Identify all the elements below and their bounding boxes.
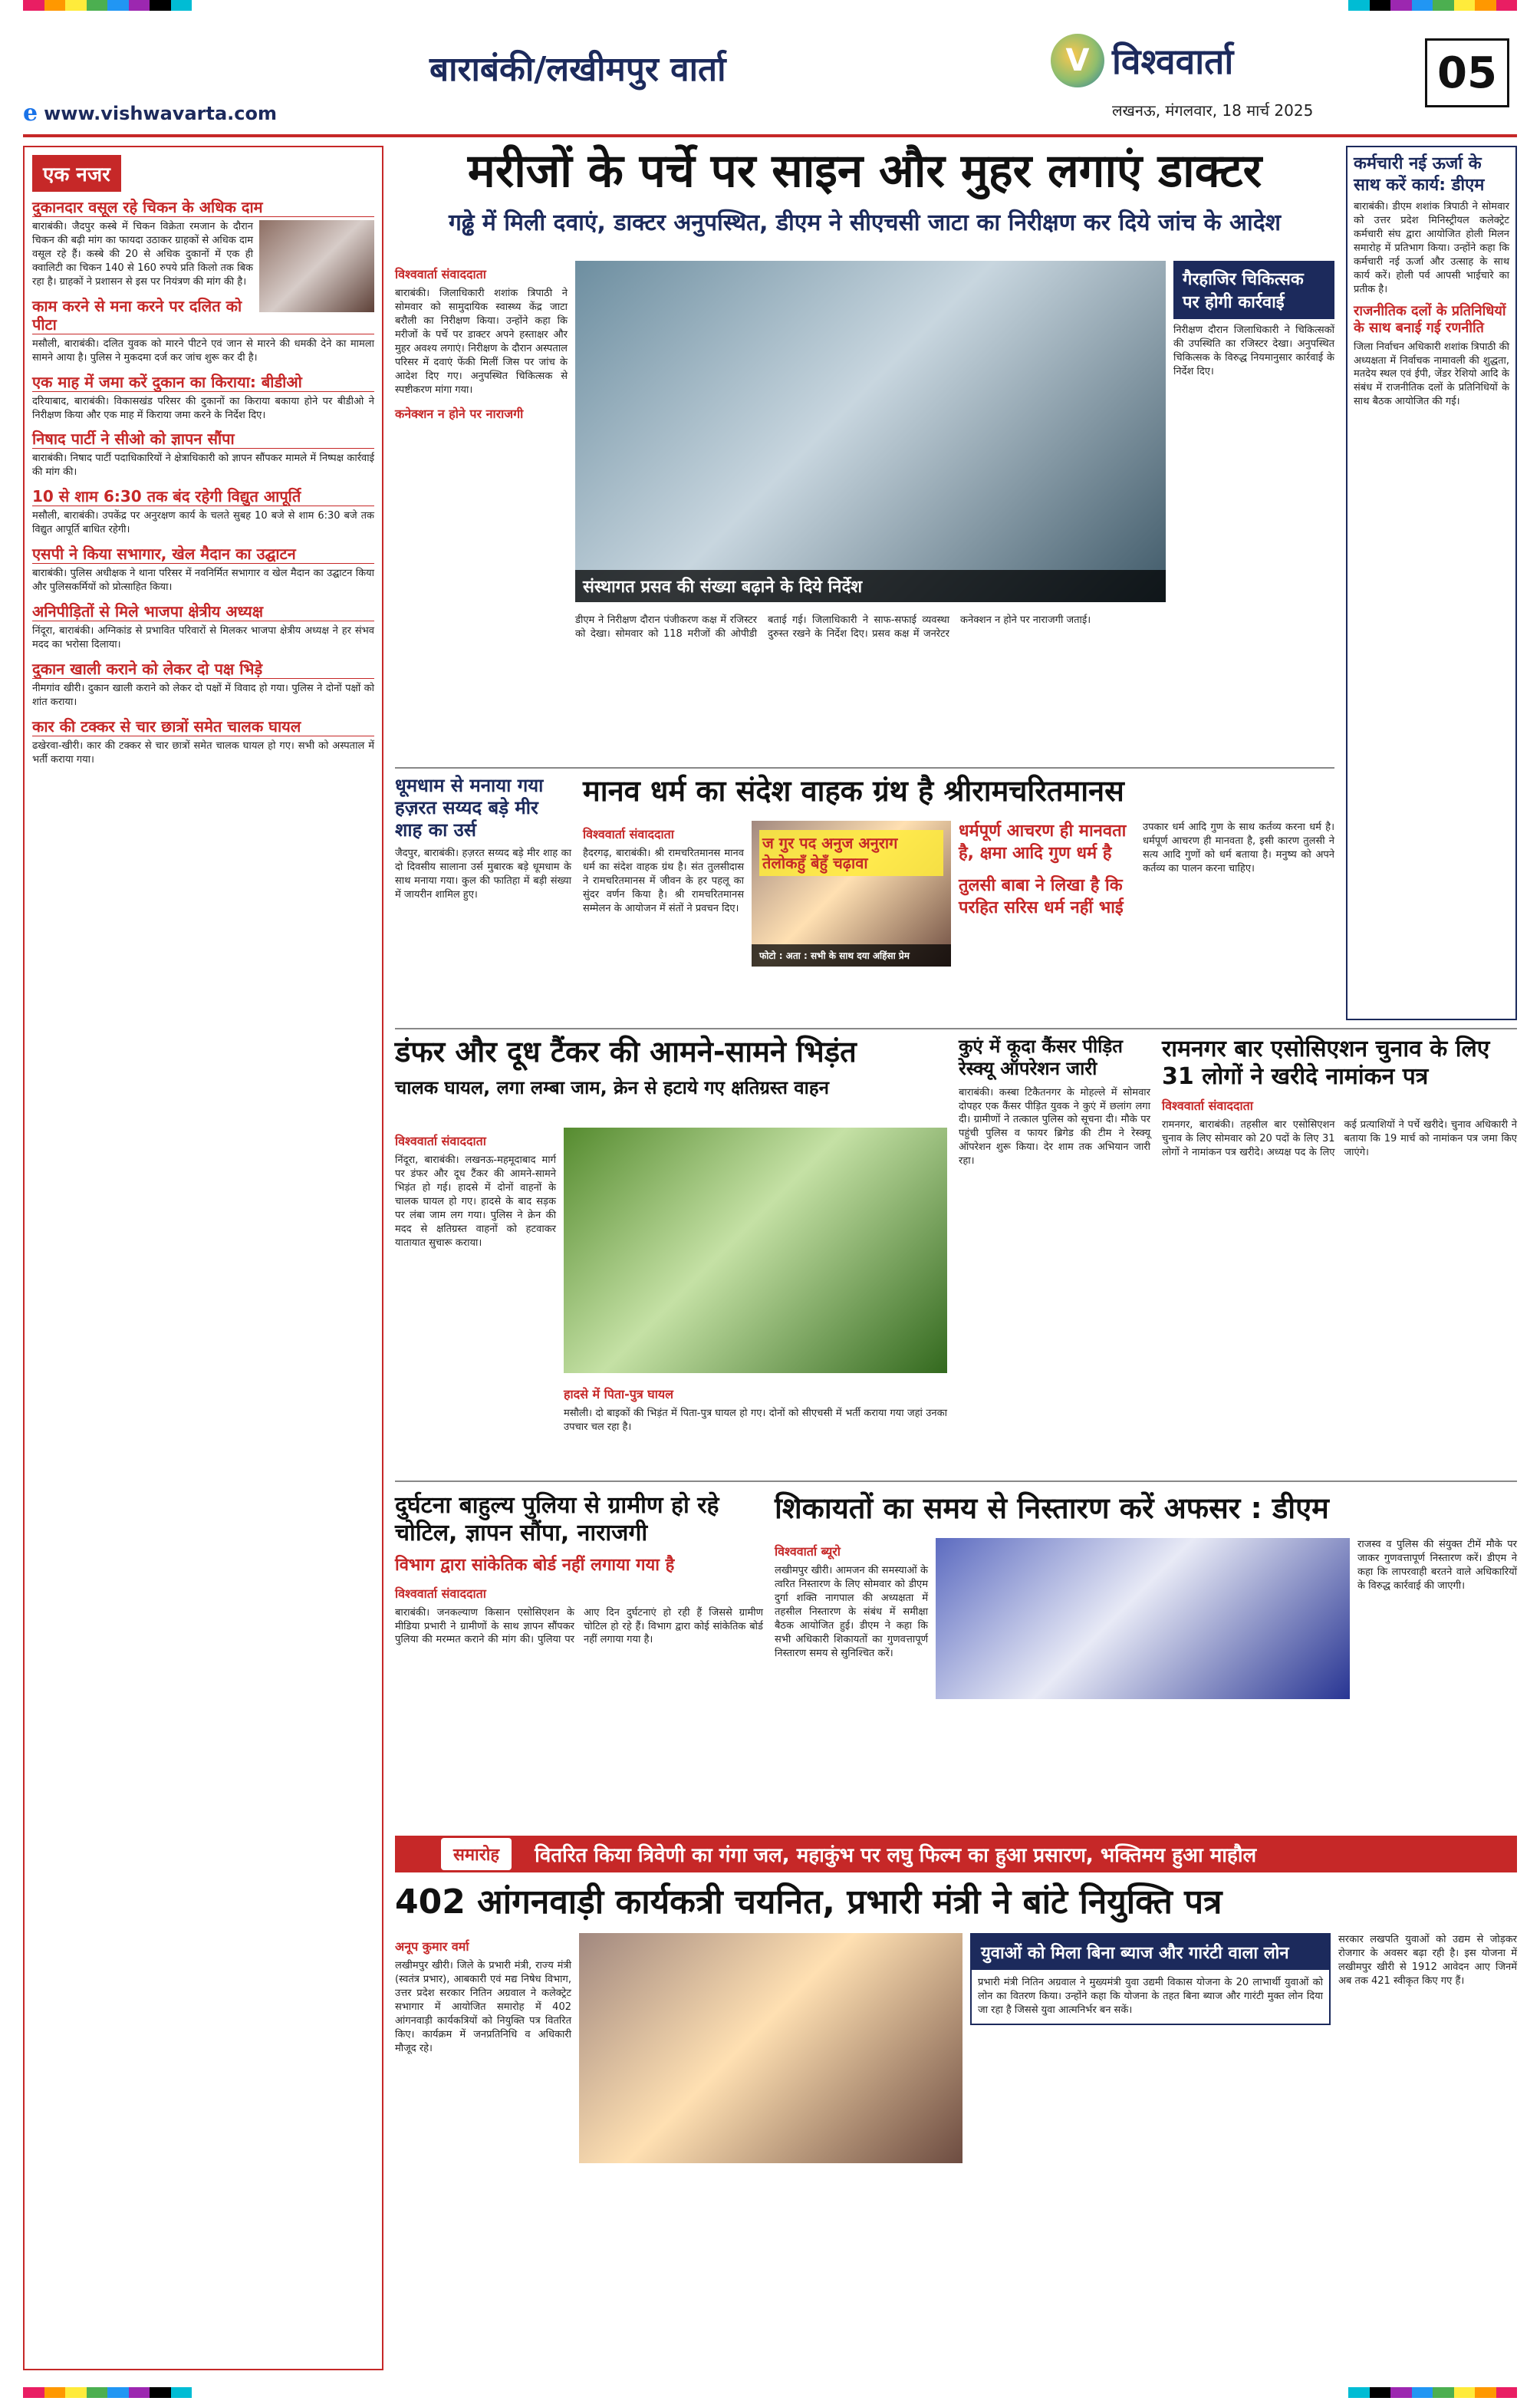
masthead-rule xyxy=(23,134,1517,137)
brief-headline: दुकान खाली कराने को लेकर दो पक्ष भिड़े xyxy=(32,660,374,679)
brief-item xyxy=(32,373,374,423)
ramcharit-headline: मानव धर्म का संदेश वाहक ग्रंथ है श्रीरामचरितमानस xyxy=(583,774,1124,808)
ramcharit-col1 xyxy=(583,821,744,916)
pulia-byline: विश्ववार्ता संवाददाता xyxy=(395,1586,486,1601)
site-url[interactable] xyxy=(23,100,277,127)
anganwadi-photo xyxy=(579,1933,962,2163)
urs-story xyxy=(395,775,571,902)
ramcharit-pulls xyxy=(959,821,1135,919)
lead-subhead-2: कनेक्शन न होने पर नाराजगी xyxy=(395,406,524,421)
right-body: बाराबंकी। डीएम शशांक त्रिपाठी ने सोमवार को उत्तर प्रदेश मिनिस्ट्रीयल कलेक्ट्रेट कर्मचारी संघ द्वारा आयोजित होली मिलन समारोह में प्रतिभाग किया। उन्होंने कहा कि कर्मचारी नई ऊर्जा और उत्साह के साथ कार्य करें। होली पर्व आपसी भाईचारे का प्रतीक है। xyxy=(1354,201,1509,295)
shikayat-story xyxy=(775,1492,1517,1526)
lead-byline: विश्ववार्ता संवाददाता xyxy=(395,267,486,282)
anganwadi-headline: 402 आंगनवाड़ी कार्यकत्री चयनित, प्रभारी मंत्री ने बांटे नियुक्ति पत्र xyxy=(395,1882,1222,1922)
brief-body: दरियाबाद, बाराबंकी। विकासखंड परिसर की दुकानों का किराया बकाया होने पर बीडीओ ने निरीक्षण किया और एक माह में किराया जमा करने के निर्देश दिए। xyxy=(32,395,374,421)
ramcharit-photo xyxy=(752,821,951,967)
pull-quote-2: तुलसी बाबा ने लिखा है कि परहित सरिस धर्म नहीं भाई xyxy=(959,876,1124,917)
bar-story xyxy=(1162,1036,1517,1160)
shikayat-col3 xyxy=(1357,1538,1517,1593)
shikayat-col1 xyxy=(775,1538,928,1661)
brief-headline: निषाद पार्टी ने सीओ को ज्ञापन सौंपा xyxy=(32,430,374,449)
brief-body: नीमगांव खीरी। दुकान खाली कराने को लेकर दो पक्षों में विवाद हो गया। पुलिस ने दोनों पक्षों को शांत कराया। xyxy=(32,682,374,708)
tanker-body: निंदूरा, बाराबंकी। लखनऊ-महमूदाबाद मार्ग पर डंफर और दूध टैंकर की आमने-सामने भिड़ंत हो गई। हादसे में दोनों वाहनों के चालक घायल हो गए। हादसे के बाद सड़क पर लंबा जाम लग गया। पुलिस ने क्रेन की मदद से क्षतिग्रस्त वाहनों को हटवाकर यातायात सुचारू कराया। xyxy=(395,1154,556,1249)
tanker-story xyxy=(395,1036,947,1098)
browser-icon: e xyxy=(23,100,38,127)
ramcharit-byline: विश्ववार्ता संवाददाता xyxy=(583,827,674,842)
divider xyxy=(395,1480,1517,1482)
tanker-subhead: चालक घायल, लगा लम्बा जाम, क्रेन से हटाये गए क्षतिग्रस्त वाहन xyxy=(395,1076,829,1098)
pulia-pull: विभाग द्वारा सांकेतिक बोर्ड नहीं लगाया गया है xyxy=(395,1556,675,1575)
loan-box xyxy=(970,1933,1331,2025)
brief-headline: दुकानदार वसूल रहे चिकन के अधिक दाम xyxy=(32,198,374,217)
shikayat-photo xyxy=(936,1538,1350,1699)
kuan-headline: कुएं में कूदा कैंसर पीड़ित रेस्क्यू ऑपरेशन जारी xyxy=(959,1036,1123,1079)
right-headline-2: राजनीतिक दलों के प्रतिनिधियों के साथ बनाई गई रणनीति xyxy=(1354,302,1506,337)
tanker-col2 xyxy=(564,1381,947,1434)
lead-body: बाराबंकी। जिलाधिकारी शशांक त्रिपाठी ने सोमवार को सामुदायिक स्वास्थ्य केंद्र जाटा बरौली का निरीक्षण किया। उन्होंने कहा कि मरीजों के पर्चे पर डाक्टर अपने हस्ताक्षर और मुहर अवश्य लगाएं। निरीक्षण के दौरान अस्पताल परिसर में दवाएं फेंकी मिलीं जिस पर जांच के आदेश दिए गए। अनुपस्थित चिकित्सक से स्पष्टीकरण मांगा गया। xyxy=(395,288,568,396)
lead-headline: मरीजों के पर्चे पर साइन और मुहर लगाएं डाक्टर xyxy=(467,144,1262,198)
lead-story xyxy=(395,146,1334,237)
pulia-headline: दुर्घटना बाहुल्य पुलिया से ग्रामीण हो रहे चोटिल, ज्ञापन सौंपा, नाराजगी xyxy=(395,1492,719,1546)
logo-icon: V xyxy=(1051,34,1104,87)
lead-side-body: निरीक्षण दौरान जिलाधिकारी ने चिकित्सकों की उपस्थिति का रजिस्टर देखा। अनुपस्थित चिकित्सक के विरुद्ध नियमानुसार कार्रवाई के निर्देश दिए। xyxy=(1173,324,1334,377)
shikayat-body-2: राजस्व व पुलिस की संयुक्त टीमें मौके पर जाकर गुणवत्तापूर्ण निस्तारण करें। डीएम ने कहा कि लापरवाही बरतने वाले अधिकारियों के विरुद्ध कार्रवाई की जाएगी। xyxy=(1357,1539,1517,1592)
brief-headline: काम करने से मना करने पर दलित को पीटा xyxy=(32,297,374,334)
anganwadi-col4 xyxy=(1338,1933,1517,1988)
page-number: 05 xyxy=(1425,38,1509,107)
brief-body: बाराबंकी। निषाद पार्टी पदाधिकारियों ने क्षेत्राधिकारी को ज्ञापन सौंपकर मामले में निष्पक्ष कार्रवाई की मांग की। xyxy=(32,453,374,479)
anganwadi-story xyxy=(395,1883,1517,1922)
color-strip-top-left xyxy=(23,0,192,11)
kuan-story xyxy=(959,1036,1150,1168)
site-url-text: www.vishwavarta.com xyxy=(44,102,277,124)
bar-headline: रामनगर बार एसोसिएशन चुनाव के लिए 31 लोगों ने खरीदे नामांकन पत्र xyxy=(1162,1036,1490,1090)
brief-photo xyxy=(259,220,374,312)
lead-text-bottom xyxy=(575,614,1334,641)
masthead xyxy=(0,15,1540,134)
column-label: एक नजर xyxy=(32,155,121,192)
anganwadi-byline: अनूप कुमार वर्मा xyxy=(395,1939,469,1954)
brief-headline: एक माह में जमा करें दुकान का किराया: बीडीओ xyxy=(32,373,374,392)
brief-headline: अनिपीड़ितों से मिले भाजपा क्षेत्रीय अध्यक्ष xyxy=(32,602,374,621)
loan-box-body: प्रभारी मंत्री नितिन अग्रवाल ने मुख्यमंत्री युवा उद्यमी विकास योजना के 20 लाभार्थी युवाओं को लोन का वितरण किया। उन्होंने कहा कि योजना के तहत बिना ब्याज और गारंटी मुक्त लोन दिया जा रहा है जिससे युवा आत्मनिर्भर बन सकें। xyxy=(978,1977,1323,2016)
urs-body: जैदपुर, बाराबंकी। हज़रत सय्यद बड़े मीर शाह का दो दिवसीय सालाना उर्स मुबारक बड़े धूमधाम के साथ मनाया गया। कुल की फातिहा में बड़ी संख्या में जायरीन शामिल हुए। xyxy=(395,848,571,901)
right-headline: कर्मचारी नई ऊर्जा के साथ करें कार्य: डीएम xyxy=(1354,154,1485,195)
lead-body-2: डीएम ने निरीक्षण दौरान पंजीकरण कक्ष में रजिस्टर को देखा। सोमवार को 118 मरीजों की ओपीडी बताई गई। जिलाधिकारी ने साफ-सफाई व्यवस्था दुरुस्त रखने के निर्देश दिए। प्रसव कक्ष में जनरेटर कनेक्शन न होने पर नाराजगी जताई। xyxy=(575,614,1091,640)
section-title: बाराबंकी/लखीमपुर वार्ता xyxy=(429,50,726,89)
brief-headline: 10 से शाम 6:30 तक बंद रहेगी विद्युत आपूर्ति xyxy=(32,487,374,506)
ramcharit-body-2: उपकार धर्म आदि गुण के साथ कर्तव्य करना धर्म है। धर्मपूर्ण आचरण ही मानवता है, इसी कारण तुलसी ने सत्य आदि गुणों को धर्म बताया है। मनुष्य को अपने कर्तव्य का पालन करना चाहिए। xyxy=(1143,822,1334,874)
shikayat-headline: शिकायतों का समय से निस्तारण करें अफसर : डीएम xyxy=(775,1491,1329,1525)
brief-item xyxy=(32,717,374,767)
lead-side-head: गैरहाजिर चिकित्सक पर होगी कार्रवाई xyxy=(1173,261,1334,319)
divider xyxy=(395,1028,1517,1029)
brief-body: बाराबंकी। जैदपुर कस्बे में चिकन विक्रेता रमजान के दौरान चिकन की बढ़ी मांग का फायदा उठाकर ग्राहकों से अधिक दाम वसूल रहे हैं। कस्बे की 20 से अधिक दुकानों में एक ही क्वालिटी का चिकन 140 से 160 रुपये प्रति किलो तक बिक रहा है। ग्राहकों ने प्रशासन से इस पर नियंत्रण की मांग की है। xyxy=(32,221,253,288)
brief-body: ढखेरवा-खीरी। कार की टक्कर से चार छात्रों समेत चालक घायल हो गए। सभी को अस्पताल में भर्ती कराया गया। xyxy=(32,739,374,766)
brief-item xyxy=(32,602,374,652)
lead-subhead: गढ्ढे में मिली दवाएं, डाक्टर अनुपस्थित, डीएम ने सीएचसी जाटा का निरीक्षण कर दिये जांच के आदेश xyxy=(448,209,1282,236)
tanker-body-2: मसौली। दो बाइकों की भिड़ंत में पिता-पुत्र घायल हो गए। दोनों को सीएचसी में भर्ती कराया गया जहां उनका उपचार चल रहा है। xyxy=(564,1408,947,1433)
brief-body: मसौली, बाराबंकी। दलित युवक को मारने पीटने एवं जान से मारने की धमकी देने का मामला सामने आया है। पुलिस ने मुकदमा दर्ज कर जांच शुरू कर दी है। xyxy=(32,338,374,364)
color-strip-top-right xyxy=(1348,0,1517,11)
tanker-photo xyxy=(564,1128,947,1373)
tanker-byline: विश्ववार्ता संवाददाता xyxy=(395,1134,486,1148)
bar-byline: विश्ववार्ता संवाददाता xyxy=(1162,1098,1253,1113)
brief-item xyxy=(32,198,374,289)
loan-box-head: युवाओं को मिला बिना ब्याज और गारंटी वाला लोन xyxy=(972,1935,1329,1970)
banner-text: ज गुर पद अनुज अनुराग तेलोकहुँ बेहुँ चढ़ावा xyxy=(759,830,943,876)
pulia-body: बाराबंकी। जनकल्याण किसान एसोसिएशन के मीडिया प्रभारी ने ग्रामीणों के साथ ज्ञापन सौंपकर पुलिया की मरम्मत कराने की मांग की। पुलिया पर आए दिन दुर्घटनाएं हो रही हैं जिससे ग्रामीण चोटिल हो रहे हैं। विभाग द्वारा कोई सांकेतिक बोर्ड नहीं लगाया गया है। xyxy=(395,1606,763,1646)
left-items xyxy=(32,198,374,767)
samaroh-text: वितरित किया त्रिवेणी का गंगा जल, महाकुंभ पर लघु फिल्म का हुआ प्रसारण, भक्तिमय हुआ माहौल xyxy=(535,1844,1257,1867)
anganwadi-col1 xyxy=(395,1933,571,2056)
brief-body: निंदूरा, बाराबंकी। अग्निकांड से प्रभावित परिवारों से मिलकर भाजपा क्षेत्रीय अध्यक्ष ने हर संभव मदद का भरोसा दिलाया। xyxy=(32,625,374,650)
ramcharit-photo-caption: फोटो : अता : सभी के साथ दया अहिंसा प्रेम xyxy=(752,944,951,967)
pulia-story xyxy=(395,1492,763,1647)
color-strip-bottom-right xyxy=(1348,2387,1517,2398)
samaroh-banner xyxy=(395,1836,1517,1872)
anganwadi-body: लखीमपुर खीरी। जिले के प्रभारी मंत्री, राज्य मंत्री (स्वतंत्र प्रभार), आबकारी एवं मद्य निषेध विभाग, उत्तर प्रदेश सरकार नितिन अग्रवाल ने कलेक्ट्रेट सभागार में आयोजित समारोह में 402 आंगनवाड़ी कार्यकत्रियों को नियुक्ति पत्र वितरित किए। कार्यक्रम में जनप्रतिनिधि व अधिकारी मौजूद रहे। xyxy=(395,1960,571,2054)
brand-logo xyxy=(1051,34,1233,87)
brief-body: मसौली, बाराबंकी। उपकेंद्र पर अनुरक्षण कार्य के चलते सुबह 10 बजे से शाम 6:30 बजे तक विद्युत आपूर्ति बाधित रहेगी। xyxy=(32,510,374,536)
right-body-2: जिला निर्वाचन अधिकारी शशांक त्रिपाठी की अध्यक्षता में निर्वाचक नामावली की शुद्धता, मतदेय स्थल एवं ईपी, जेंडर रेशियो आदि के संबंध में राजनीतिक दलों के प्रतिनिधियों के साथ बैठक आयोजित की गई। xyxy=(1354,341,1509,408)
divider xyxy=(395,767,1334,769)
tanker-col1 xyxy=(395,1128,556,1250)
samaroh-tag: समारोह xyxy=(441,1838,512,1870)
brief-item xyxy=(32,487,374,537)
brief-headline: कार की टक्कर से चार छात्रों समेत चालक घायल xyxy=(32,717,374,736)
lead-text-col1 xyxy=(395,261,568,427)
lead-photo xyxy=(575,261,1166,602)
brief-headline: एसपी ने किया सभागार, खेल मैदान का उद्घाटन xyxy=(32,545,374,564)
ramcharit-body: हैदरगढ़, बाराबंकी। श्री रामचरितमानस मानव धर्म का संदेश वाहक ग्रंथ है। संत तुलसीदास ने रामचरितमानस में जीवन के हर पहलू का सुंदर वर्णन किया है। श्री रामचरितमानस सम्मेलन के आयोजन में संतों ने प्रवचन दिए। xyxy=(583,848,744,914)
shikayat-byline: विश्ववार्ता ब्यूरो xyxy=(775,1544,841,1559)
right-column xyxy=(1346,146,1517,1020)
ramcharit-col3 xyxy=(1143,821,1334,876)
dateline: लखनऊ, मंगलवार, 18 मार्च 2025 xyxy=(1112,101,1314,120)
urs-headline: धूमधाम से मनाया गया हज़रत सय्यद बड़े मीर शाह का उर्स xyxy=(395,775,544,841)
ramcharit-story xyxy=(583,775,1334,809)
tanker-subhead-2: हादसे में पिता-पुत्र घायल xyxy=(564,1387,674,1401)
brief-item xyxy=(32,660,374,710)
bar-body: रामनगर, बाराबंकी। तहसील बार एसोसिएशन चुनाव के लिए सोमवार को 20 पदों के लिए 31 लोगों ने नामांकन पत्र खरीदे। अध्यक्ष पद के लिए कई प्रत्याशियों ने पर्चे खरीदे। चुनाव अधिकारी ने बताया कि 19 मार्च को नामांकन पत्र जमा किए जाएंगे। xyxy=(1162,1119,1517,1158)
brief-item xyxy=(32,430,374,479)
pull-quote-1: धर्मपूर्ण आचरण ही मानवता है, क्षमा आदि गुण धर्म है xyxy=(959,822,1127,863)
ek-nazar-column xyxy=(23,146,383,2370)
color-strip-bottom-left xyxy=(23,2387,192,2398)
lead-photo-caption: संस्थागत प्रसव की संख्या बढ़ाने के दिये निर्देश xyxy=(575,570,1166,602)
lead-sidebar xyxy=(1173,261,1334,379)
kuan-body: बाराबंकी। कस्बा टिकैतनगर के मोहल्ले में सोमवार दोपहर एक कैंसर पीड़ित युवक ने कुएं में छलांग लगा दी। ग्रामीणों ने तत्काल पुलिस को सूचना दी। मौके पर पहुंची पुलिस व फायर ब्रिगेड की टीम ने रेस्क्यू ऑपरेशन शुरू किया। देर शाम तक अभियान जारी रहा। xyxy=(959,1086,1150,1168)
shikayat-body: लखीमपुर खीरी। आमजन की समस्याओं के त्वरित निस्तारण के लिए सोमवार को डीएम दुर्गा शक्ति नागपाल की अध्यक्षता में तहसील निस्तारण के संबंध में समीक्षा बैठक आयोजित हुई। डीएम ने कहा कि सभी अधिकारी शिकायतों का गुणवत्तापूर्ण निस्तारण समय से सुनिश्चित करें। xyxy=(775,1565,928,1659)
brand-name: विश्ववार्ता xyxy=(1112,41,1234,82)
brief-body: बाराबंकी। पुलिस अधीक्षक ने थाना परिसर में नवनिर्मित सभागार व खेल मैदान का उद्घाटन किया और पुलिसकर्मियों को प्रोत्साहित किया। xyxy=(32,568,374,594)
anganwadi-body-3: सरकार लखपति युवाओं को उद्यम से जोड़कर रोजगार के अवसर बढ़ा रही है। इस योजना में लखीमपुर खीरी से 1912 आवेदन आए जिनमें अब तक 421 स्वीकृत किए गए हैं। xyxy=(1338,1934,1517,1987)
brief-item xyxy=(32,545,374,594)
tanker-headline: डंफर और दूध टैंकर की आमने-सामने भिड़ंत xyxy=(395,1035,857,1069)
